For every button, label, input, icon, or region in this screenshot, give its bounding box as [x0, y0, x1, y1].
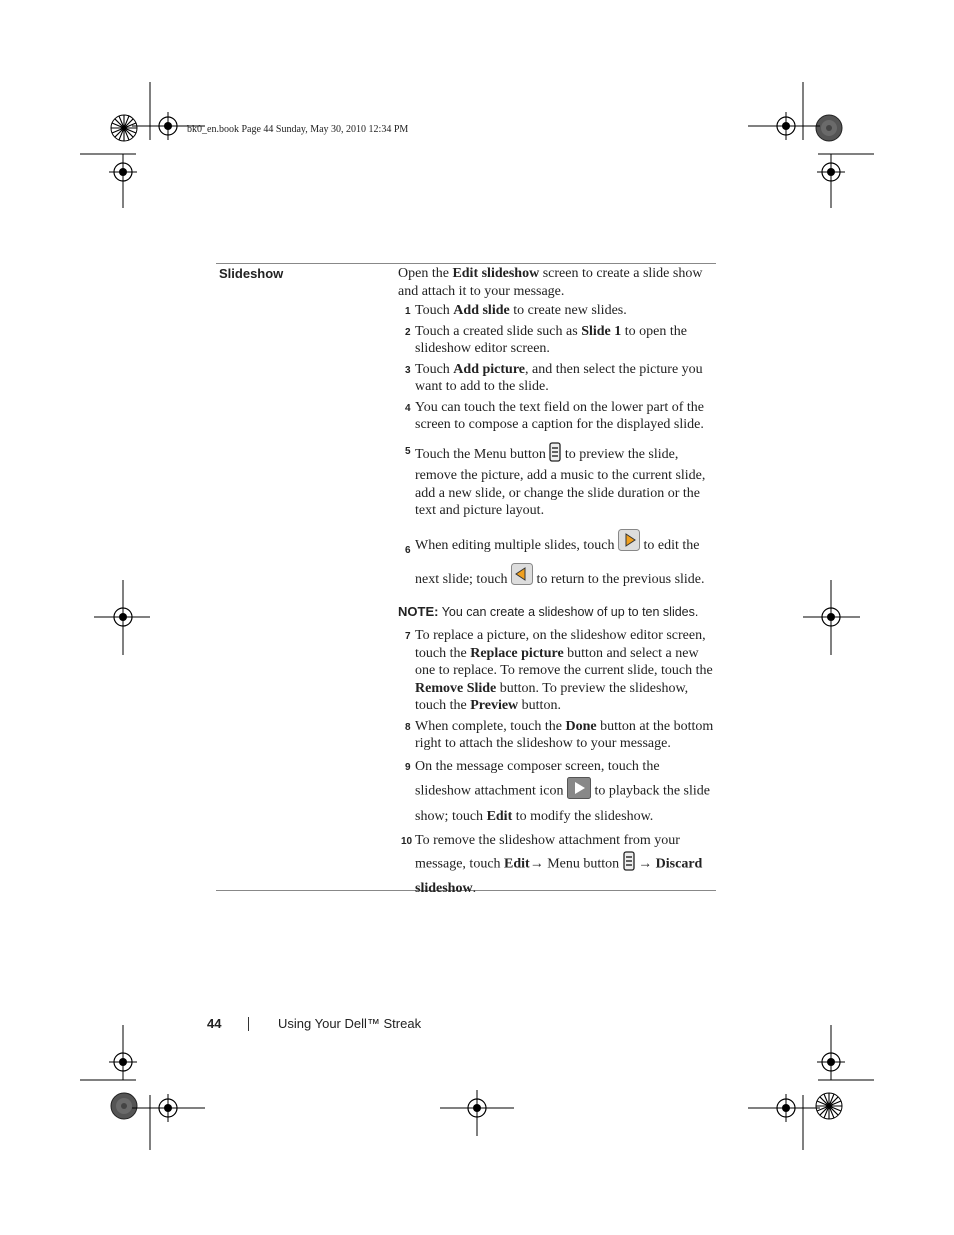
next-slide-icon: [618, 529, 640, 563]
step-10: 10 To remove the slideshow attachment from your message, touch Edit→ Menu button → Discard slideshow.: [401, 832, 703, 896]
step-4: 4 You can touch the text field on the lower part of the screen to compose a caption for the displayed slide.: [405, 399, 705, 432]
note: NOTE: You can create a slideshow of up to ten slides.: [398, 603, 699, 619]
menu-icon: [623, 851, 635, 878]
footer-divider: [248, 1017, 249, 1031]
previous-slide-icon: [511, 563, 533, 597]
step-9: 9 On the message composer screen, touch the slideshow attachment icon to playback the slide show; touch Edit to modify the slideshow.: [405, 758, 710, 824]
step-8: 8 When complete, touch the Done button at the bottom right to attach the slideshow to your message.: [405, 718, 714, 751]
intro-paragraph: Open the Edit slideshow screen to create a slide show and attach it to your message.: [398, 266, 703, 299]
menu-icon: [549, 442, 561, 468]
starburst-icon: [816, 115, 842, 141]
book-meta-header: bk0_en.book Page 44 Sunday, May 30, 2010 12:34 PM: [187, 124, 409, 135]
step-5: 5 Touch the Menu button to preview the slide, remove the picture, add a music to the current slide, add a new slide, or change the slide duration or the text and picture layout.: [398, 442, 716, 520]
page-number: 44: [207, 1016, 222, 1031]
row-content: [398, 265, 716, 902]
table-top-rule: [216, 263, 716, 264]
step-6: 6 When editing multiple slides, touch to edit the next slide; touch to return to the previous slide.: [398, 529, 716, 597]
starburst-icon: [111, 115, 137, 141]
slideshow-attachment-play-icon: [567, 777, 591, 806]
starburst-icon: [111, 1093, 137, 1119]
footer-title: Using Your Dell™ Streak: [278, 1016, 422, 1031]
step-1: 1 Touch Add slide to create new slides.: [405, 303, 627, 318]
step-7: 7 To replace a picture, on the slideshow editor screen, touch the Replace picture button and select a new one to replace. To remove the current slide, touch the Remove Slide button. To preview the slideshow, touch the Preview button.: [405, 628, 713, 713]
step-3: 3 Touch Add picture, and then select the picture you want to add to the slide.: [405, 361, 703, 394]
row-label: Slideshow: [219, 266, 284, 281]
starburst-icon: [816, 1093, 842, 1119]
step-2: 2 Touch a created slide such as Slide 1 to open the slideshow editor screen.: [405, 323, 687, 356]
